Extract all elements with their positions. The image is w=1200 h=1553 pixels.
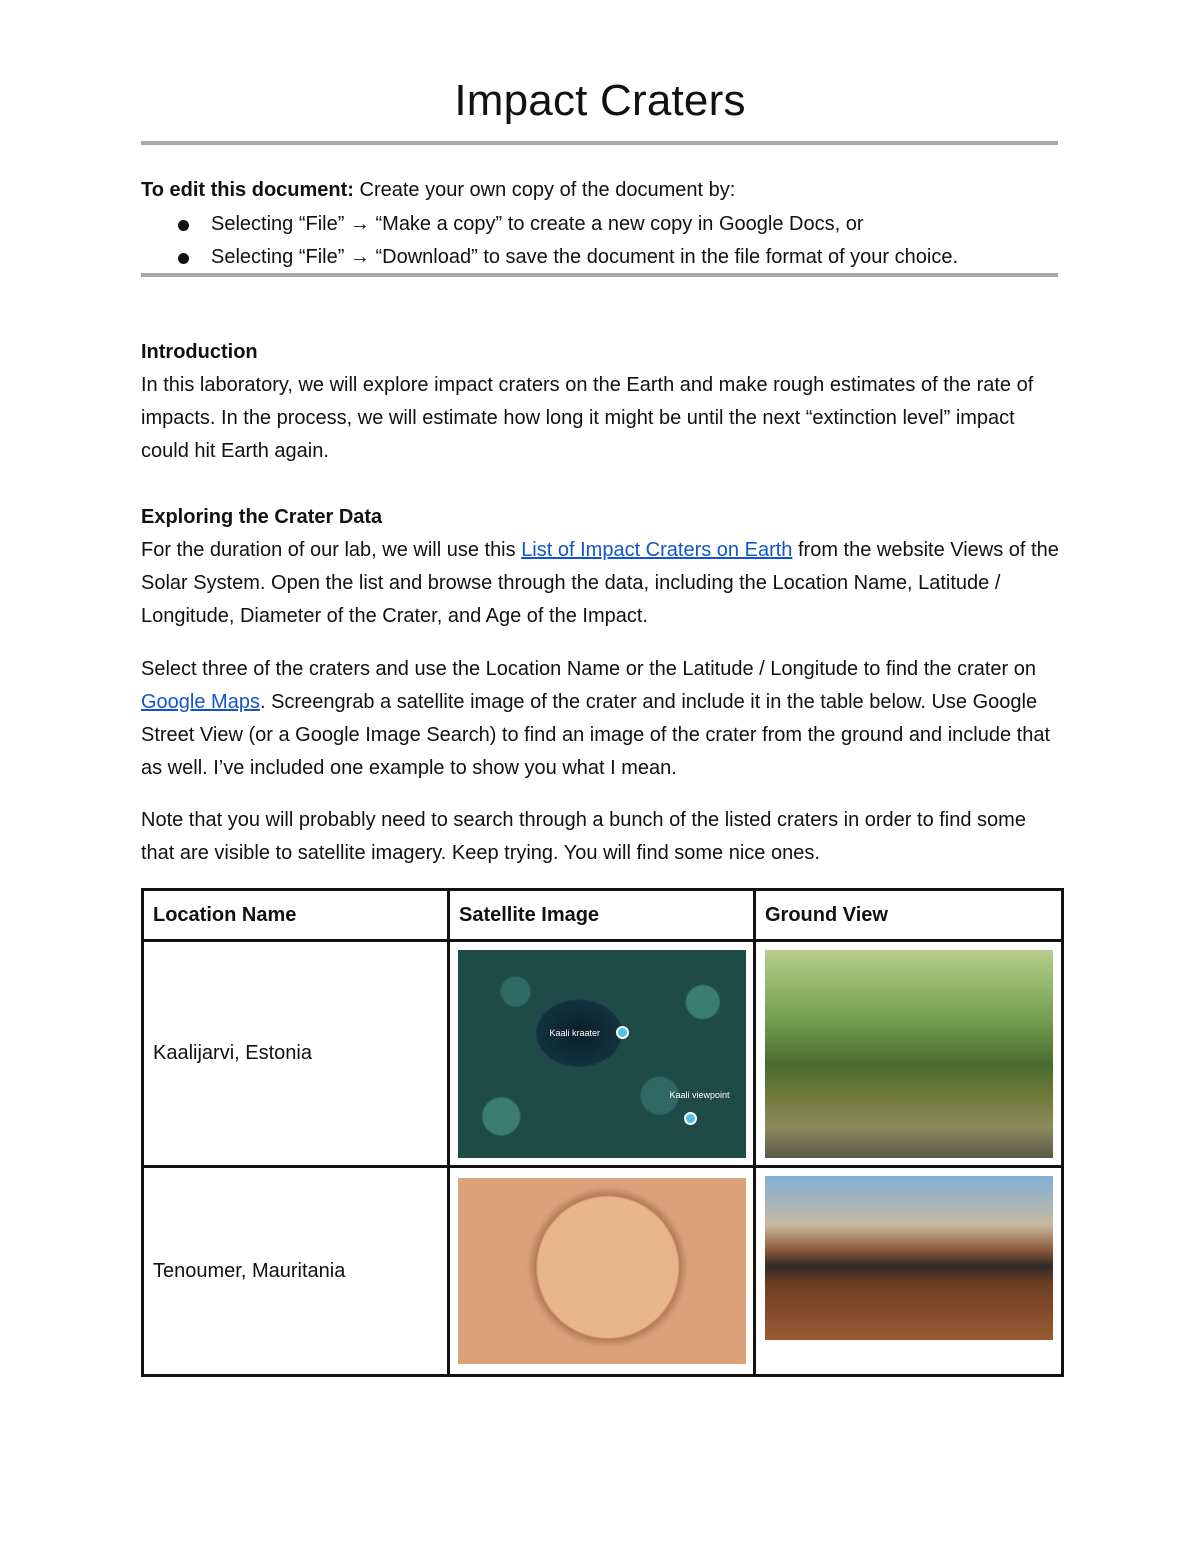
edit-divider [141, 273, 1058, 277]
ground-cell [755, 1167, 1063, 1376]
edit-label: To edit this document: [141, 179, 354, 201]
kaali-satellite-image [458, 950, 746, 1158]
exploring-paragraph-3: Note that you will probably need to search through a bunch of the listed craters in order to find some that are visible to satellite imagery. Keep trying. You will find some nice ones. [141, 809, 1026, 864]
bullet-icon [178, 220, 189, 231]
list-item: Selecting “File” → “Make a copy” to create a new copy in Google Docs, or [141, 208, 1061, 241]
impact-craters-list-link[interactable]: List of Impact Craters on Earth [521, 539, 793, 561]
map-pin-icon [616, 1026, 629, 1039]
exploring-paragraph-1: For the duration of our lab, we will use this List of Impact Craters on Earth from the website Views of the Solar System. Open the list and browse through the data, including the Location Name, Latitude / Longitude, Diameter of the Crater, and Age of the Impact. [141, 539, 1059, 627]
map-label: Kaali viewpoint [669, 1089, 730, 1100]
location-cell: Tenoumer, Mauritania [143, 1167, 449, 1376]
header-ground-view: Ground View [755, 890, 1063, 941]
crater-table [141, 888, 1064, 1377]
exploring-heading: Exploring the Crater Data [141, 506, 383, 528]
bullet-icon [178, 253, 189, 264]
map-label: Kaali kraater [549, 1027, 601, 1038]
map-pin-icon [684, 1112, 697, 1125]
ground-cell [755, 941, 1063, 1167]
introduction-heading: Introduction [141, 341, 258, 363]
table-row [143, 1167, 1063, 1376]
introduction-text: In this laboratory, we will explore impact craters on the Earth and make rough estimates of the rate of impacts. In the process, we will estimate how long it might be until the next “extinction level” impact could hit Earth again. [141, 374, 1034, 462]
google-maps-link[interactable]: Google Maps [141, 691, 260, 713]
tenoumer-ground-image [765, 1176, 1053, 1340]
location-cell: Kaalijarvi, Estonia [143, 941, 449, 1167]
table-row [143, 941, 1063, 1167]
edit-bullet-list [141, 208, 1061, 274]
satellite-cell [449, 1167, 755, 1376]
kaali-ground-image [765, 950, 1053, 1158]
table-header-row [143, 890, 1063, 941]
satellite-cell [449, 941, 755, 1167]
header-satellite-image: Satellite Image [449, 890, 755, 941]
list-item: Selecting “File” → “Download” to save the document in the file format of your choice. [141, 241, 1061, 274]
exploring-paragraph-2: Select three of the craters and use the Location Name or the Latitude / Longitude to find the crater on Google Maps. Screengrab a satellite image of the crater and include it in the table below. Use Google Street View (or a Google Image Search) to find an image of the crater from the ground and include that as well. I’ve included one example to show you what I mean. [141, 658, 1051, 779]
tenoumer-satellite-image [458, 1178, 746, 1364]
edit-instructions [141, 174, 1061, 207]
edit-text: Create your own copy of the document by: [353, 179, 736, 201]
document-title: Impact Craters [454, 76, 746, 125]
header-location-name: Location Name [143, 890, 449, 941]
title-divider [141, 141, 1058, 145]
